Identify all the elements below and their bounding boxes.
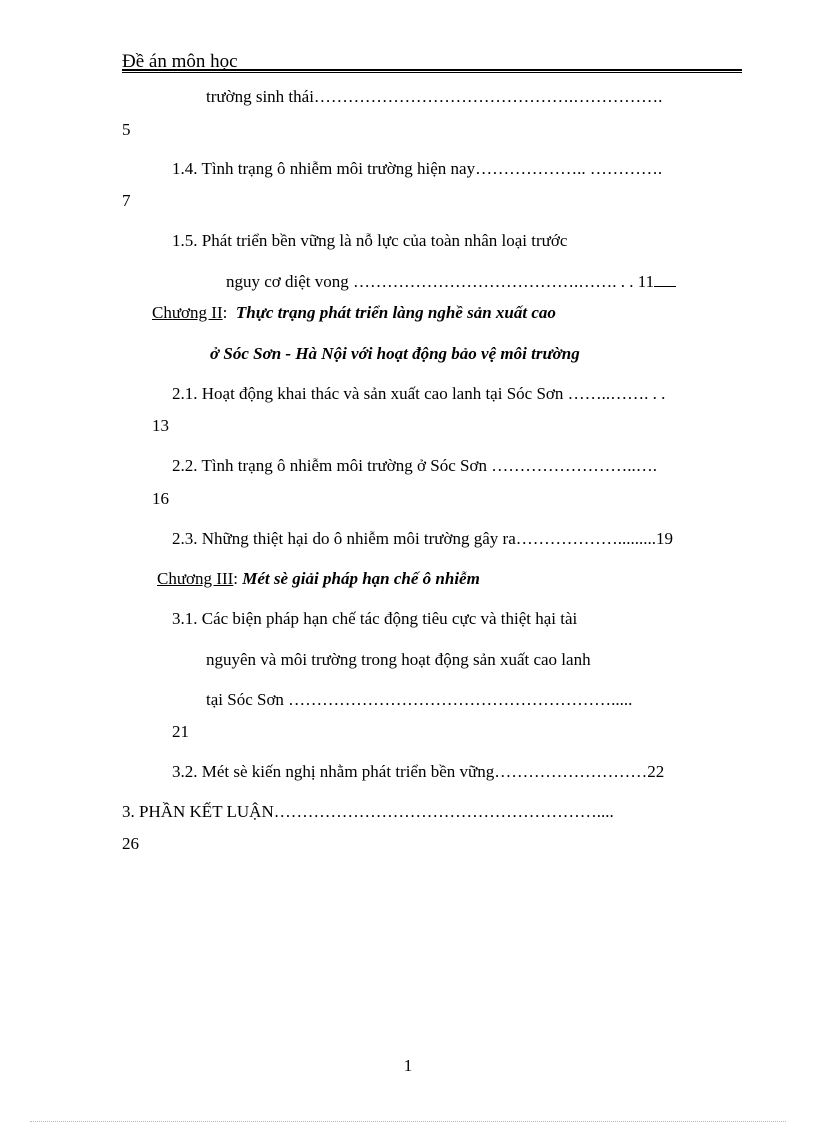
- toc-entry-text-continued: tại Sóc Sơn ………………………………………………….....: [206, 690, 633, 709]
- chapter-prefix: Chương III: [157, 569, 234, 588]
- toc-entry-text: 3. PHẦN KẾT LUẬN…………………………………………………....: [122, 802, 614, 821]
- toc-entry-page: 16: [152, 489, 169, 508]
- toc-entry-text: 2.3. Những thiệt hại do ô nhiễm môi trường gây ra……………….........19: [172, 529, 674, 548]
- toc-entry-text: 1.4. Tình trạng ô nhiễm môi trường hiện nay……………….. ………….: [172, 159, 663, 178]
- toc-entry-text: nguy cơ diệt vong ………………………………….……. . . 11: [226, 272, 655, 291]
- page-number: 1: [403, 1056, 413, 1075]
- toc-entry-text: 2.1. Hoạt động khai thác và sản xuất cao lanh tại Sóc Sơn ……..……. . .: [172, 384, 666, 403]
- toc-entry-text: 2.2. Tình trạng ô nhiễm môi trường ở Sóc Sơn ……………………..….: [172, 456, 657, 475]
- header-rule-thin: [122, 72, 742, 73]
- toc-entry-page: 5: [122, 120, 131, 139]
- chapter-colon: :: [222, 303, 228, 322]
- header-rule: [122, 69, 742, 71]
- chapter-title: Thực trạng phát triển làng nghề sản xuất cao: [235, 303, 556, 322]
- chapter-colon: :: [233, 569, 239, 588]
- toc-entry-page: 26: [122, 834, 139, 853]
- toc-entry-page: 21: [172, 722, 189, 741]
- toc-entry-text-continued: nguyên và môi trường trong hoạt động sản xuất cao lanh: [206, 650, 591, 669]
- toc-entry-text: 3.2. Mét sè kiến nghị nhằm phát triển bền vững………………………22: [172, 762, 665, 781]
- toc-entry-text: trường sinh thái……………………………………….…………….: [206, 87, 663, 106]
- toc-entry-text: 1.5. Phát triển bền vững là nỗ lực của toàn nhân loại trước: [172, 231, 568, 250]
- chapter-title: Mét sè giải pháp hạn chế ô nhiễm: [242, 569, 480, 588]
- chapter-prefix: Chương II: [152, 303, 223, 322]
- chapter-heading: [157, 570, 480, 587]
- toc-entry-page: 7: [122, 191, 131, 210]
- page-bottom-border: [30, 1121, 786, 1122]
- toc-entry-text: 3.1. Các biện pháp hạn chế tác động tiêu cực và thiệt hại tài: [172, 609, 578, 628]
- trailing-underline: [654, 272, 676, 287]
- chapter-title-continued: ở Sóc Sơn - Hà Nội với hoạt động bảo vệ môi trường: [210, 344, 580, 363]
- toc-entry-page: 13: [152, 416, 169, 435]
- toc-entry-text-continued: [226, 272, 676, 290]
- page-header-title: Đề án môn học: [122, 51, 238, 72]
- chapter-heading: [152, 304, 556, 321]
